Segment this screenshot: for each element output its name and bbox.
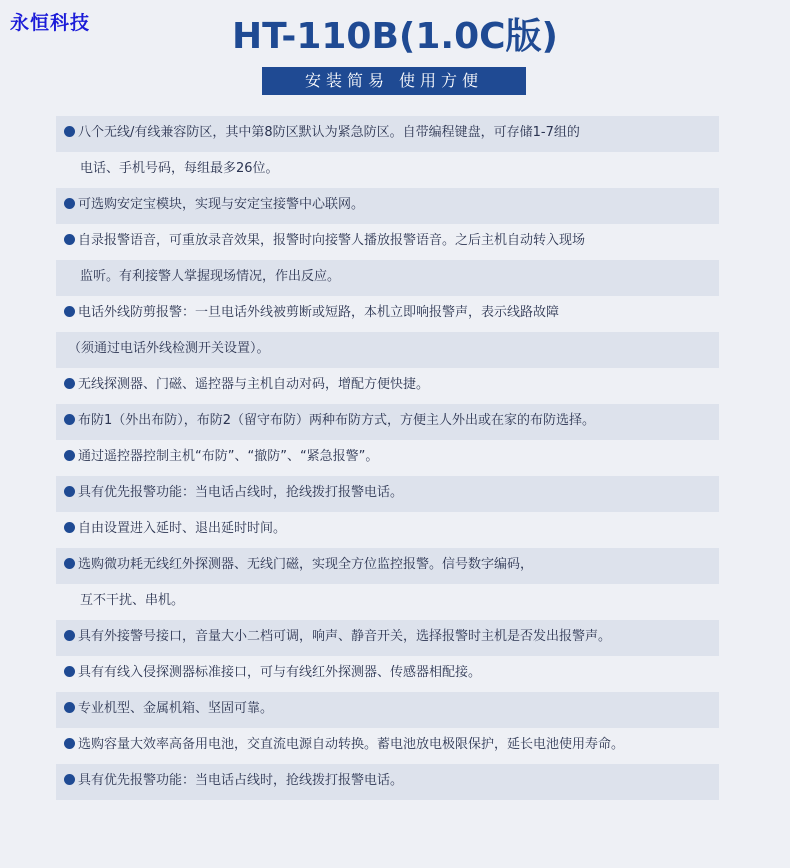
feature-text: 无线探测器、门磁、遥控器与主机自动对码，增配方便快捷。 — [78, 377, 430, 392]
feature-row — [56, 692, 719, 728]
feature-list — [56, 116, 719, 800]
bullet-icon — [64, 378, 75, 389]
feature-row — [56, 620, 719, 656]
bullet-icon — [64, 630, 75, 641]
feature-row — [56, 152, 719, 188]
feature-text: 布防1（外出布防），布防2（留守布防）两种布防方式，方便主人外出或在家的布防选择。 — [78, 413, 596, 428]
feature-text: 具有优先报警功能：当电话占线时，抢线拨打报警电话。 — [78, 773, 404, 788]
feature-text: 电话、手机号码，每组最多26位。 — [80, 161, 279, 176]
brand-logo-text: 永恒科技 — [10, 12, 91, 34]
feature-text: 具有优先报警功能：当电话占线时，抢线拨打报警电话。 — [78, 485, 404, 500]
feature-row — [56, 404, 719, 440]
feature-row — [56, 368, 719, 404]
feature-row — [56, 476, 719, 512]
feature-text: 互不干扰、串机。 — [80, 593, 185, 608]
feature-row — [56, 584, 719, 620]
bullet-icon — [64, 234, 75, 245]
feature-text: 具有外接警号接口，音量大小二档可调，响声、静音开关，选择报警时主机是否发出报警声。 — [78, 629, 612, 644]
feature-text: 电话外线防剪报警：一旦电话外线被剪断或短路，本机立即响报警声，表示线路故障 — [78, 305, 560, 320]
bullet-icon — [64, 702, 75, 713]
bullet-icon — [64, 450, 75, 461]
bullet-icon — [64, 306, 75, 317]
feature-text: 可选购安定宝模块，实现与安定宝接警中心联网。 — [78, 197, 365, 212]
feature-text: 通过遥控器控制主机“布防”、“撤防”、“紧急报警”。 — [78, 449, 379, 464]
feature-row — [56, 332, 719, 368]
bullet-icon — [64, 558, 75, 569]
feature-text: 八个无线/有线兼容防区，其中第8防区默认为紧急防区。自带编程键盘，可存储1-7组的 — [78, 125, 580, 140]
feature-text: 选购容量大效率高备用电池，交直流电源自动转换。蓄电池放电极限保护，延长电池使用寿命。 — [78, 737, 625, 752]
bullet-icon — [64, 486, 75, 497]
feature-row — [56, 656, 719, 692]
feature-row — [56, 296, 719, 332]
slogan-banner: 安装简易 使用方便 — [262, 67, 526, 95]
feature-row — [56, 728, 719, 764]
bullet-icon — [64, 774, 75, 785]
page-title: HT-110B(1.0C版) — [231, 16, 559, 57]
feature-text: 监听。有利接警人掌握现场情况，作出反应。 — [80, 269, 341, 284]
feature-row — [56, 512, 719, 548]
feature-row — [56, 116, 719, 152]
feature-text: 专业机型、金属机箱、坚固可靠。 — [78, 701, 274, 716]
feature-row — [56, 188, 719, 224]
feature-text: 选购微功耗无线红外探测器、无线门磁，实现全方位监控报警。信号数字编码， — [78, 557, 534, 572]
bullet-icon — [64, 126, 75, 137]
feature-text: 自录报警语音，可重放录音效果，报警时向接警人播放报警语音。之后主机自动转入现场 — [78, 233, 586, 248]
bullet-icon — [64, 414, 75, 425]
bullet-icon — [64, 666, 75, 677]
feature-row — [56, 764, 719, 800]
bullet-icon — [64, 522, 75, 533]
feature-text: 自由设置进入延时、退出延时时间。 — [78, 521, 287, 536]
feature-row — [56, 440, 719, 476]
bullet-icon — [64, 198, 75, 209]
feature-row — [56, 548, 719, 584]
feature-row — [56, 224, 719, 260]
feature-text: （须通过电话外线检测开关设置）。 — [68, 341, 270, 356]
bullet-icon — [64, 738, 75, 749]
feature-row — [56, 260, 719, 296]
feature-text: 具有有线入侵探测器标准接口，可与有线红外探测器、传感器相配接。 — [78, 665, 482, 680]
